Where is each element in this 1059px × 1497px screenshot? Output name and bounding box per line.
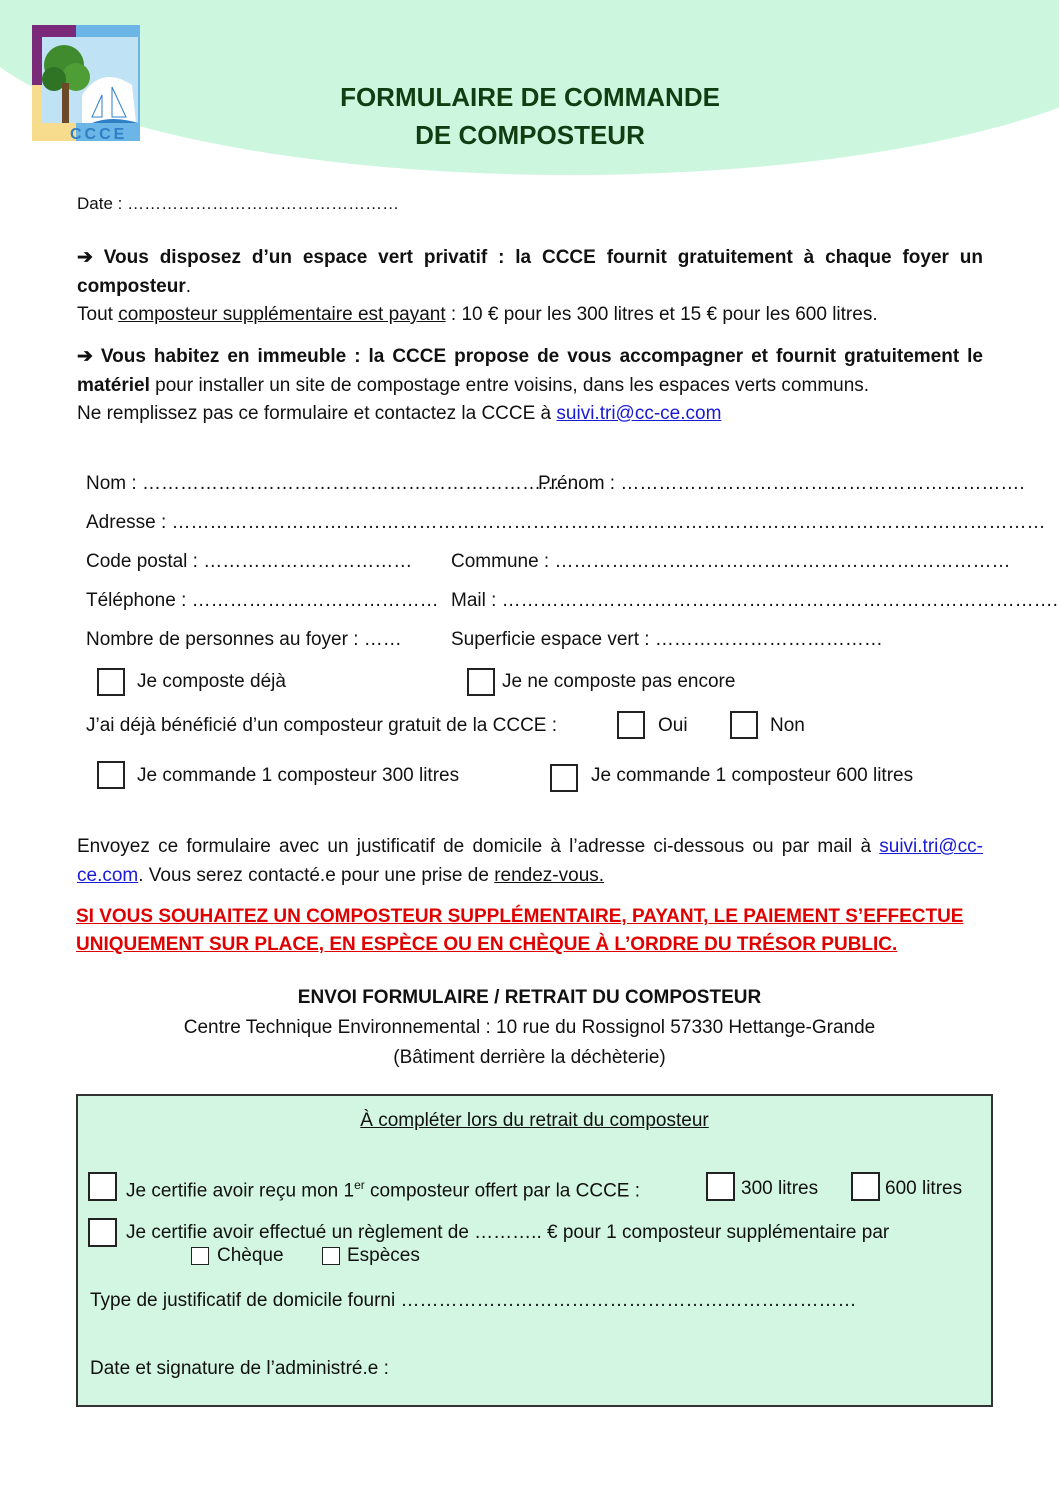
code-postal-field[interactable]: Code postal : …………………………… [86, 551, 413, 572]
checkbox-especes[interactable] [322, 1247, 340, 1265]
arrow-icon: ➔ [77, 346, 93, 367]
checkbox-600-litres[interactable] [851, 1172, 880, 1201]
label-pas-encore: Je ne composte pas encore [502, 671, 736, 692]
commune-field[interactable]: Commune : ……………………………………………………………… [451, 551, 1011, 572]
mail-field[interactable]: Mail : ……………………………………………………………………………. [451, 590, 1058, 611]
nom-field[interactable]: Nom : …………………………………………………………… [86, 473, 579, 494]
label-deja-beneficie: J’ai déjà bénéficié d’un composteur gratuit de la CCCE : [86, 715, 558, 736]
label-cheque: Chèque [217, 1245, 284, 1266]
address-line-2: (Bâtiment derrière la déchèterie) [393, 1047, 666, 1068]
retrait-heading-text: À compléter lors du retrait du composteur [360, 1110, 709, 1131]
envoi-text-mid: . Vous serez contacté.e pour une prise de [138, 865, 495, 886]
intro-paragraph-1b [77, 300, 983, 329]
checkbox-certifie-reglement[interactable] [88, 1218, 117, 1247]
date-field[interactable]: Date : ………………………………………… [77, 194, 400, 213]
svg-text:CCCE: CCCE [70, 126, 128, 141]
certifie1-sup: er [354, 1178, 365, 1192]
checkbox-composte-deja[interactable] [97, 668, 125, 696]
envoi-text-start: Envoyez ce formulaire avec un justificatif de domicile à l’adresse ci-dessous ou par mail à [77, 836, 880, 857]
intro-p2-end: pour installer un site de compostage entre voisins, dans les espaces verts communs. [149, 375, 870, 396]
superficie-field[interactable]: Superficie espace vert : ……………………………… [451, 629, 883, 650]
intro-p1b-end: : 10 € pour les 300 litres et 15 € pour les 600 litres. [445, 304, 878, 325]
address-line-1: Centre Technique Environnemental : 10 rue du Rossignol 57330 Hettange-Grande [183, 1017, 876, 1038]
intro-paragraph-1 [77, 243, 983, 301]
intro-p2b-start: Ne remplissez pas ce formulaire et contactez la CCCE à [77, 403, 557, 424]
checkbox-cmd-600[interactable] [550, 764, 578, 792]
intro-paragraph-2b [77, 399, 983, 428]
ccce-logo [32, 25, 140, 141]
title-line-2: DE COMPOSTEUR [415, 120, 645, 150]
certifie1-end: composteur offert par la CCCE : [364, 1180, 641, 1202]
arrow-icon: ➔ [77, 247, 93, 268]
email-link[interactable]: suivi.tri@cc-ce.com [556, 403, 722, 424]
prenom-field[interactable]: Prénom : ………………………………………………………. [538, 473, 1025, 494]
certifie1-start: Je certifie avoir reçu mon 1 [126, 1180, 355, 1202]
address-heading: ENVOI FORMULAIRE / RETRAIT DU COMPOSTEUR [297, 987, 762, 1008]
retrait-heading [78, 1110, 991, 1132]
envoi-email-link[interactable]: suivi.tri@cc-ce.com [77, 836, 983, 886]
title-line-1: FORMULAIRE DE COMMANDE [340, 82, 720, 112]
label-composte-deja: Je composte déjà [137, 671, 286, 692]
intro-p1b-underline: composteur supplémentaire est payant [118, 304, 446, 325]
label-600-litres: 600 litres [885, 1178, 963, 1199]
intro-p1-bold: Vous disposez d’un espace vert privatif : la CCCE fournit gratuitement à chaque foyer un composteur [77, 247, 983, 297]
intro-p1-end: . [185, 276, 192, 297]
envoi-paragraph [77, 832, 983, 890]
signature-field[interactable]: Date et signature de l’administré.e : [90, 1358, 389, 1379]
justificatif-field[interactable]: Type de justificatif de domicile fourni ……………………………………………………………… [90, 1290, 857, 1311]
label-especes: Espèces [347, 1245, 420, 1266]
label-cmd-600: Je commande 1 composteur 600 litres [591, 765, 914, 786]
checkbox-non[interactable] [730, 711, 758, 739]
checkbox-pas-encore[interactable] [467, 668, 495, 696]
payment-warning: SI VOUS SOUHAITEZ UN COMPOSTEUR SUPPLÉMENTAIRE, PAYANT, LE PAIEMENT S’EFFECTUE UNIQUEMENT SUR PLACE, EN ESPÈCE OU EN CHÈQUE À L’ORDRE DU TRÉSOR PUBLIC. [76, 906, 964, 955]
retrait-box [76, 1094, 993, 1407]
adresse-field[interactable]: Adresse : ………………………………………………………………………………………………………………………… [86, 512, 1046, 533]
checkbox-certifie-recu[interactable] [88, 1172, 117, 1201]
label-cmd-300: Je commande 1 composteur 300 litres [137, 765, 460, 786]
checkbox-cheque[interactable] [191, 1247, 209, 1265]
intro-paragraph-2 [77, 342, 983, 400]
telephone-field[interactable]: Téléphone : ………………………………… [86, 590, 439, 611]
label-300-litres: 300 litres [741, 1178, 819, 1199]
intro-p2-bold: Vous habitez en immeuble : la CCCE propose de vous accompagner et fournit gratuitement le matériel [77, 346, 983, 396]
envoi-rdv: rendez-vous. [494, 865, 605, 886]
label-certifie-recu [126, 1178, 640, 1202]
intro-p1b-start: Tout [77, 304, 119, 325]
checkbox-cmd-300[interactable] [97, 761, 125, 789]
page-title [300, 78, 760, 154]
label-oui: Oui [658, 715, 688, 736]
label-certifie-reglement: Je certifie avoir effectué un règlement de ……….. € pour 1 composteur supplémentaire par [126, 1222, 890, 1243]
label-non: Non [770, 715, 805, 736]
nb-personnes-field[interactable]: Nombre de personnes au foyer : …… [86, 629, 402, 650]
checkbox-oui[interactable] [617, 711, 645, 739]
checkbox-300-litres[interactable] [706, 1172, 735, 1201]
